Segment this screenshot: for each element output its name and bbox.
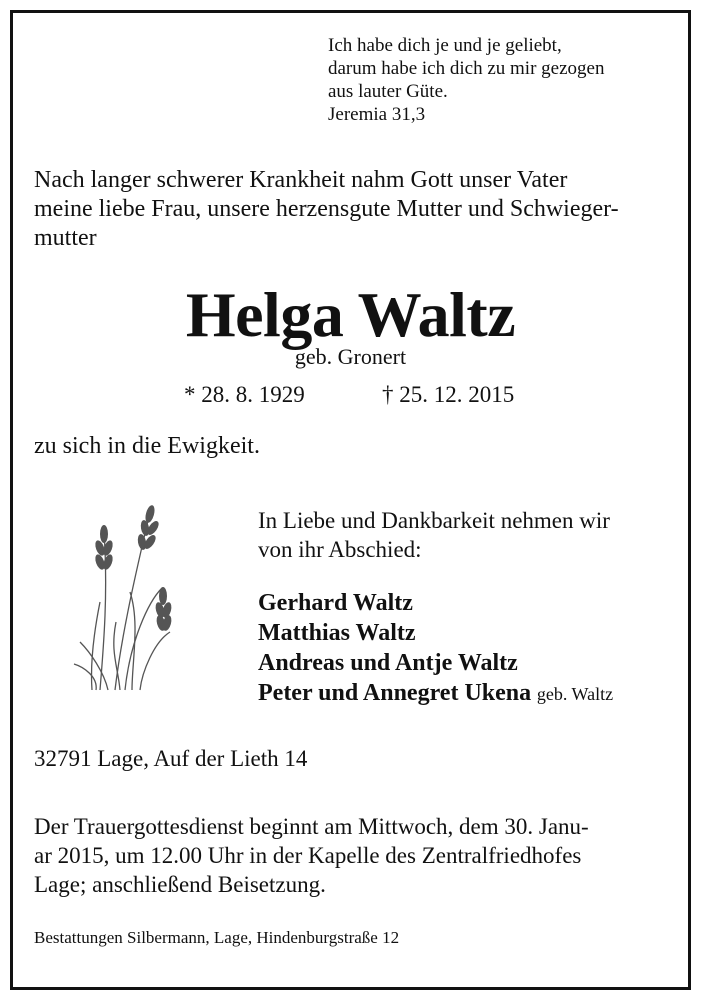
quote-source: Jeremia 31,3 — [328, 104, 426, 125]
quote-line: Ich habe dich je und je geliebt, — [328, 35, 562, 56]
intro-line: meine liebe Frau, unsere herzensgute Mutter und Schwieger- — [34, 196, 619, 222]
undertaker-info: Bestattungen Silbermann, Lage, Hindenburgstraße 12 — [34, 928, 400, 947]
service-text — [34, 812, 589, 899]
mourner-name: Andreas und Antje Waltz — [258, 650, 518, 676]
birth-date: * 28. 8. 1929 — [184, 382, 305, 407]
intro-line: Nach langer schwerer Krankheit nahm Gott unser Vater — [34, 167, 568, 193]
mourner-name: Peter und Annegret Ukena — [258, 680, 532, 706]
maiden-name: geb. Gronert — [294, 344, 407, 369]
death-date: † 25. 12. 2015 — [382, 382, 515, 407]
mourner-entry — [258, 648, 613, 678]
service-line: ar 2015, um 12.00 Uhr in der Kapelle des Zentralfriedhofes — [34, 843, 582, 868]
gratitude-line: In Liebe und Dankbarkeit nehmen wir — [258, 508, 610, 533]
intro-text — [34, 166, 619, 253]
family-address: 32791 Lage, Auf der Lieth 14 — [34, 746, 308, 771]
mourner-entry — [258, 678, 613, 709]
eternity-text: zu sich in die Ewigkeit. — [34, 433, 260, 459]
mourner-suffix: geb. Waltz — [536, 684, 614, 704]
wheat-icon — [70, 492, 190, 692]
mourner-entry — [258, 618, 613, 648]
mourner-name: Gerhard Waltz — [258, 590, 413, 616]
mourner-list — [258, 588, 613, 709]
quote-line: darum habe ich dich zu mir gezogen — [328, 58, 605, 79]
gratitude-line: von ihr Abschied: — [258, 537, 422, 562]
service-line: Lage; anschließend Beisetzung. — [34, 872, 326, 897]
mourner-name: Matthias Waltz — [258, 620, 416, 646]
quote-line: aus lauter Güte. — [328, 81, 448, 102]
deceased-name: Helga Waltz — [185, 279, 516, 350]
intro-line: mutter — [34, 225, 97, 251]
gratitude-text — [258, 506, 610, 564]
bible-quote — [328, 34, 604, 126]
service-line: Der Trauergottesdienst beginnt am Mittwoch, dem 30. Janu- — [34, 814, 589, 839]
mourner-entry — [258, 588, 613, 618]
